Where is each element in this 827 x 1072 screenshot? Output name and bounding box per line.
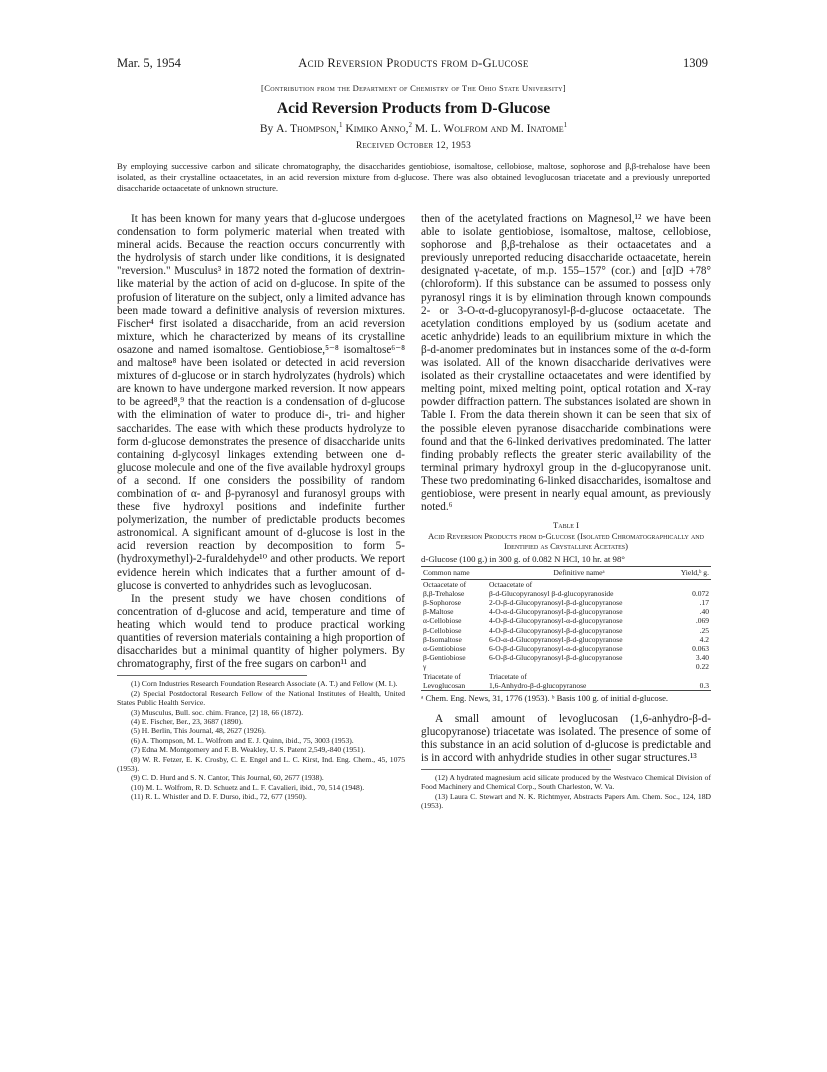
footnote: (6) A. Thompson, M. L. Wolfrom and E. J. Quinn, ibid., 75, 3003 (1953). bbox=[131, 735, 354, 745]
table-row bbox=[421, 644, 711, 653]
article-title: Acid Reversion Products from D-Glucose bbox=[276, 100, 551, 117]
author-anno: Kimiko Anno, bbox=[342, 122, 409, 135]
footnote: (11) R. L. Whistler and D. F. Durso, ibid., 72, 677 (1950). bbox=[131, 792, 307, 802]
table-cell: 0.22 bbox=[695, 662, 709, 672]
table-cell: α-Gentiobiose bbox=[423, 644, 466, 654]
left-column bbox=[117, 213, 405, 802]
page-number: 1309 bbox=[683, 56, 708, 70]
table-cell: 1,6-Anhydro-β-d-glucopyranose bbox=[489, 680, 587, 690]
table-label: Table I bbox=[553, 520, 579, 531]
author-sup-1: 1 bbox=[339, 121, 343, 129]
table-row bbox=[421, 653, 711, 662]
table-title: Acid Reversion Products from d-Glucose (Isolated Chromatographically and Identified as Crystalline Acetates) bbox=[428, 530, 704, 552]
table-cell: Levoglucosan bbox=[423, 680, 466, 690]
table-cell: .069 bbox=[695, 616, 709, 626]
table-cell: β,β-Trehalose bbox=[423, 588, 465, 598]
table-cell: β-Gentiobiose bbox=[423, 653, 466, 663]
table-cell bbox=[487, 662, 671, 671]
table-conditions: d-Glucose (100 g.) in 300 g. of 0.082 N HCl, 10 hr. at 98° bbox=[421, 553, 625, 564]
footnote-divider bbox=[117, 675, 307, 676]
author-by: By bbox=[259, 122, 277, 135]
table-footnote: ᵃ Chem. Eng. News, 31, 1776 (1953). ᵇ Basis 100 g. of initial d-glucose. bbox=[421, 693, 669, 704]
table-cell: γ bbox=[423, 662, 427, 672]
table-caption bbox=[421, 520, 711, 552]
contribution-line: [Contribution from the Department of Chemistry of The Ohio State University] bbox=[261, 83, 566, 93]
left-paragraph-2: In the present study we have chosen conditions of concentration of d-glucose and acid, temperature and time of heating which would tend to produce practical working quantities of reversion materials containing a high proportion of disaccharides but a minimal quantity of higher polymers. By chromatography, first of the free sugars on carbon¹¹ and bbox=[117, 592, 405, 671]
author-line bbox=[0, 121, 827, 135]
table-row bbox=[421, 626, 711, 635]
table-cell: β-Cellobiose bbox=[423, 625, 462, 635]
table-row bbox=[421, 607, 711, 616]
table-cell: 0.3 bbox=[699, 680, 709, 690]
author-sup-2: 2 bbox=[408, 121, 412, 129]
column-header-yield: Yield,ᵇ g. bbox=[671, 567, 711, 579]
reversion-products-table bbox=[421, 566, 711, 691]
right-paragraph-2: A small amount of levoglucosan (1,6-anhydro-β-d-glucopyranose) triacetate was isolated. The presence of some of this substance in an acid solution of d-glucose is predictable and is in accord with anhydride studies in other sugar structures.¹³ bbox=[421, 712, 711, 764]
author-thompson: A. Thompson, bbox=[276, 122, 340, 135]
table-row bbox=[421, 589, 711, 598]
table-row bbox=[421, 681, 711, 691]
received-date: Received October 12, 1953 bbox=[355, 141, 472, 151]
table-cell: .40 bbox=[699, 607, 709, 617]
footnote: (5) H. Berlin, This Journal, 48, 2627 (1926). bbox=[131, 726, 266, 736]
table-cell: 2-O-β-d-Glucopyranosyl-β-d-glucopyranose bbox=[489, 598, 623, 608]
table-cell: 6-O-β-d-Glucopyranosyl-β-d-glucopyranose bbox=[489, 653, 623, 663]
left-paragraph-1: It has been known for many years that d-glucose undergoes condensation to form polymeric material when treated with mineral acids. Because the reaction occurs concurrently with the hydrolysis of starch under like conditions, it is designated "reversion." Musculus³ in 1872 noted the formation of dextrin-like material by the action of acid on d-glucose. In spite of the profusion of literature on the subject, only a limited advance has been made toward a definitive analysis of reversion mixtures. Fischer⁴ first isolated a disaccharide, from an acid reversion mixture, which he characterized by means of its crystalline osazone and named isomaltose. Gentiobiose,⁵⁻⁸ isomaltose⁶⁻⁸ and maltose⁸ have been isolated or detected in acid reversion mixtures of d-glucose or in starch hydrolyzates (hydrols) which are known to have undergone marked reversion. It now appears to be agreed⁸,⁹ that the reaction is a condensation of d-glucose with the elimination of water to produce di-, tri- and higher saccharides. The ease with which these products hydrolyze to form d-glucose demonstrates the presence of disaccharide units containing d-glycosyl linkages extending between one d-glucose molecule and one of the five available hydroxyl groups of a second. If one considers the possibility of random combination of α- and β-pyranosyl and furanosyl groups with these five hydroxyl positions and indefinite further polymerization, the number of predictable products becomes astronomical. A significant amount of d-glucose is lost in the acid reversion reaction by decomposition to form 5-(hydroxymethyl)-2-furaldehyde¹⁰ and other products. We report evidence herein which indicates that a further amount of d-glucose is converted to anhydrides such as levoglucosan. bbox=[117, 213, 405, 592]
footnote: (9) C. D. Hurd and S. N. Cantor, This Journal, 60, 2677 (1938). bbox=[131, 773, 324, 783]
header-date: Mar. 5, 1954 bbox=[117, 56, 181, 70]
table-cell: Triacetate of bbox=[423, 671, 461, 681]
author-sup-3: 1 bbox=[563, 121, 568, 129]
table-cell: 4-O-β-d-Glucopyranosyl-β-d-glucopyranose bbox=[489, 625, 623, 635]
table-cell: 4.2 bbox=[699, 634, 709, 644]
footnote: (4) E. Fischer, Ber., 23, 3687 (1890). bbox=[131, 716, 243, 726]
footnote: (8) W. R. Fetzer, E. K. Crosby, C. E. Engel and L. C. Kirst, Ind. Eng. Chem., 45, 1075 (1953). bbox=[117, 754, 405, 773]
abstract: By employing successive carbon and silicate chromatography, the disaccharides gentiobiose, isomaltose, cellobiose, maltose, sophorose and β,β-trehalose have been isolated, as their crystalline octaacetates, in an acid reversion mixture from d-glucose. There was also obtained levoglucosan triacetate and a previously unreported disaccharide octaacetate of unknown structure. bbox=[117, 161, 710, 193]
footnote: (13) Laura C. Stewart and N. K. Richtmyer, Abstracts Papers Am. Chem. Soc., 124, 18D (1953). bbox=[421, 791, 711, 811]
footnote: (10) M. L. Wolfrom, R. D. Schuetz and L. F. Cavalieri, ibid., 70, 514 (1948). bbox=[131, 782, 365, 792]
footnote: (1) Corn Industries Research Foundation Research Associate (A. T.) and Fellow (M. I.). bbox=[131, 679, 398, 689]
table-cell: 6-O-α-d-Glucopyranosyl-β-d-glucopyranose bbox=[489, 634, 623, 644]
table-cell: Triacetate of bbox=[489, 671, 527, 681]
running-title: Acid Reversion Products from d-Glucose bbox=[298, 56, 529, 70]
table-cell: Octaacetate of bbox=[423, 579, 467, 589]
table-group-row bbox=[421, 672, 711, 681]
table-cell: 4-O-β-d-Glucopyranosyl-α-d-glucopyranose bbox=[489, 616, 623, 626]
table-row bbox=[421, 662, 711, 671]
table-cell: .25 bbox=[699, 625, 709, 635]
table-cell: Octaacetate of bbox=[489, 579, 533, 589]
table-row bbox=[421, 635, 711, 644]
table-cell: 3.40 bbox=[695, 653, 709, 663]
table-cell: β-Isomaltose bbox=[423, 634, 462, 644]
table-cell: 0.072 bbox=[692, 588, 709, 598]
author-wolfrom-inatome: M. L. Wolfrom and M. Inatome bbox=[411, 122, 564, 135]
right-paragraph-1: then of the acetylated fractions on Magnesol,¹² we have been able to isolate gentiobiose, isomaltose, maltose, cellobiose, sophorose and β,β-trehalose as their octaacetates and a previously unreported reducing disaccharide octaacetate, herein designated γ-acetate, of m.p. 155–157° (cor.) and [α]D +78° (chloroform). If this substance can be assumed to possess only pyranosyl rings it is by elimination through known compounds 2- or 3-O-α-d-glucopyranosyl-β-d-glucose octaacetate. The acetylation conditions employed by us (sodium acetate and acetic anhydride) leads to an equilibrium mixture in which the β-d-anomer predominates but in instances some of the α-d-form was isolated. All of the known disaccharide derivatives were isolated as their crystalline octaacetates and were identified by melting point, mixed melting point, optical rotation and X-ray powder diffraction pattern. The substances isolated are shown in Table I. From the data therein shown it can be seen that six of the possible eleven pyranose disaccharide combinations were found and that the 6-linked derivatives predominated. The latter finding probably reflects the greater steric availability of the terminal primary hydroxyl group in the d-glucopyranose unit. These two predominating 6-linked disaccharides, isomaltose and gentiobiose, were present in nearly equal amount, as previously noted.⁶ bbox=[421, 213, 711, 514]
footnote: (2) Special Postdoctoral Research Fellow of the National Institutes of Health, United States Public Health Service. bbox=[117, 688, 405, 708]
footnote: (12) A hydrated magnesium acid silicate produced by the Westvaco Chemical Division of Food Machinery and Chemical Corp., South Charleston, W. Va. bbox=[421, 772, 711, 792]
footnote-divider bbox=[421, 769, 611, 770]
table-cell: .17 bbox=[699, 598, 709, 608]
table-cell: α-Cellobiose bbox=[423, 616, 462, 626]
footnote: (7) Edna M. Montgomery and F. B. Weakley, U. S. Patent 2,549,-840 (1951). bbox=[131, 745, 366, 755]
table-row bbox=[421, 616, 711, 625]
table-cell: 4-O-α-d-Glucopyranosyl-β-d-glucopyranose bbox=[489, 607, 623, 617]
table-cell: β-d-Glucopyranosyl β-d-glucopyranoside bbox=[489, 588, 614, 598]
right-column bbox=[421, 213, 711, 811]
table-cell: β-Maltose bbox=[423, 607, 454, 617]
table-row bbox=[421, 598, 711, 607]
footnote: (3) Musculus, Bull. soc. chim. France, [2] 18, 66 (1872). bbox=[131, 707, 304, 717]
column-header-definitive: Definitive nameᵃ bbox=[487, 567, 671, 579]
column-header-common: Common name bbox=[421, 567, 487, 579]
table-cell: 6-O-β-d-Glucopyranosyl-α-d-glucopyranose bbox=[489, 644, 623, 654]
table-cell: 0.063 bbox=[692, 644, 709, 654]
table-cell: β-Sophorose bbox=[423, 598, 461, 608]
table-group-row bbox=[421, 579, 711, 589]
